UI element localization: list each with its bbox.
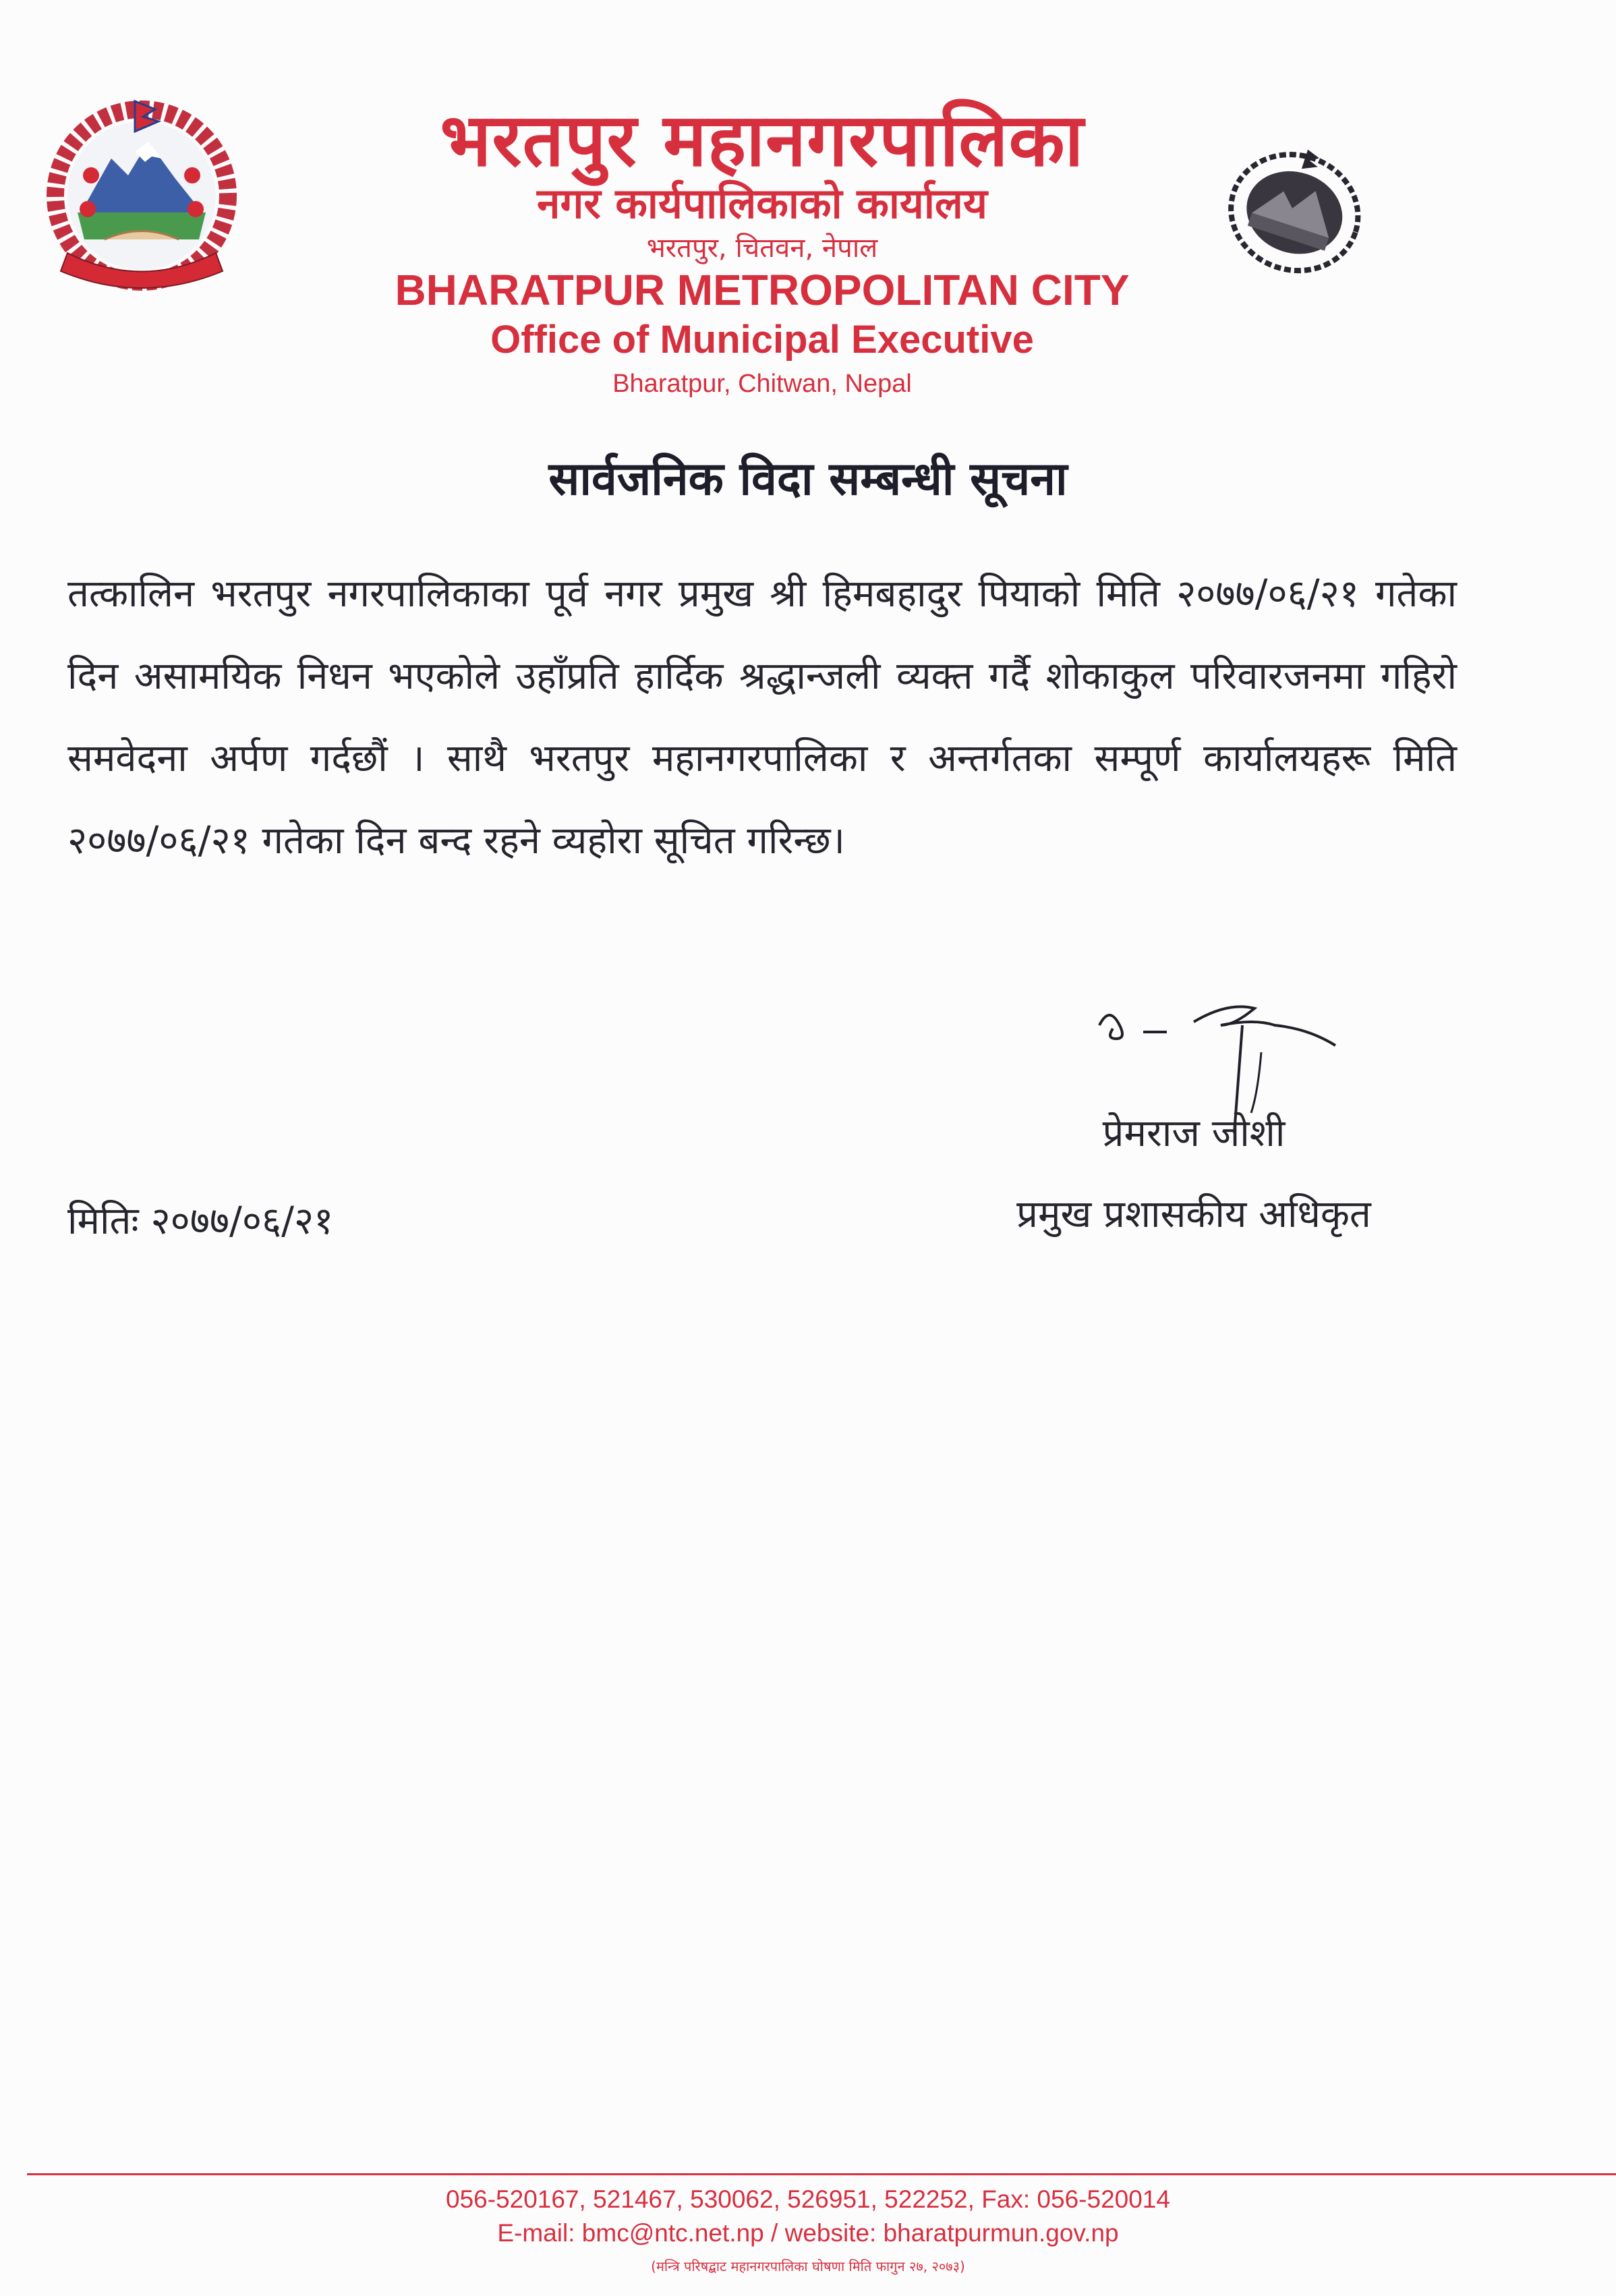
notice-body: तत्कालिन भरतपुर नगरपालिकाका पूर्व नगर प्रमुख श्री हिमबहादुर पियाको मिति २०७७/०६/२१ गतेका दिन असामयिक निधन भएकोले उहाँप्रति हार्दिक श्रद्धान्जली व्यक्त गर्दै शोकाकुल परिवारजनमा गहिरो समवेदना अर्पण गर्दछौं । साथै भरतपुर महानगरपालिका र अन्तर्गतका सम्पूर्ण कार्यालयहरू मिति २०७७/०६/२१ गतेका दिन बन्द रहने व्यहोरा सूचित गरिन्छ। — [67, 572, 1457, 863]
footer-divider — [27, 2173, 1616, 2175]
footer-phones: 056-520167, 521467, 530062, 526951, 522252, Fax: 056-520014 — [446, 2185, 1170, 2213]
signer-name: प्रेमराज जोशी — [1102, 1112, 1286, 1155]
bharatpur-seal-icon — [1153, 135, 1437, 418]
letterhead-title-np: भरतपुर महानगरपालिका — [440, 98, 1085, 183]
letterhead-office-np: नगर कार्यपालिकाको कार्यालय — [537, 179, 987, 228]
letterhead-address-en: Bharatpur, Chitwan, Nepal — [612, 370, 912, 398]
letterhead-title-en: BHARATPUR METROPOLITAN CITY — [395, 266, 1130, 314]
notice-date: मितिः २०७७/०६/२१ — [67, 1199, 334, 1243]
notice-title: सार्वजनिक विदा सम्बन्धी सूचना — [548, 453, 1068, 506]
nepal-coat-of-arms-icon — [40, 94, 243, 297]
footer-contact: E-mail: bmc@ntc.net.np / website: bharatpurmun.gov.np — [497, 2219, 1119, 2247]
letterhead-address-np: भरतपुर, चितवन, नेपाल — [646, 233, 878, 264]
signer-designation: प्रमुख प्रशासकीय अधिकृत — [1016, 1193, 1371, 1236]
footer-note: (मन्त्रि परिषद्बाट महानगरपालिका घोषणा मिति फागुन २७, २०७३) — [651, 2258, 965, 2274]
letterhead-office-en: Office of Municipal Executive — [490, 318, 1034, 362]
